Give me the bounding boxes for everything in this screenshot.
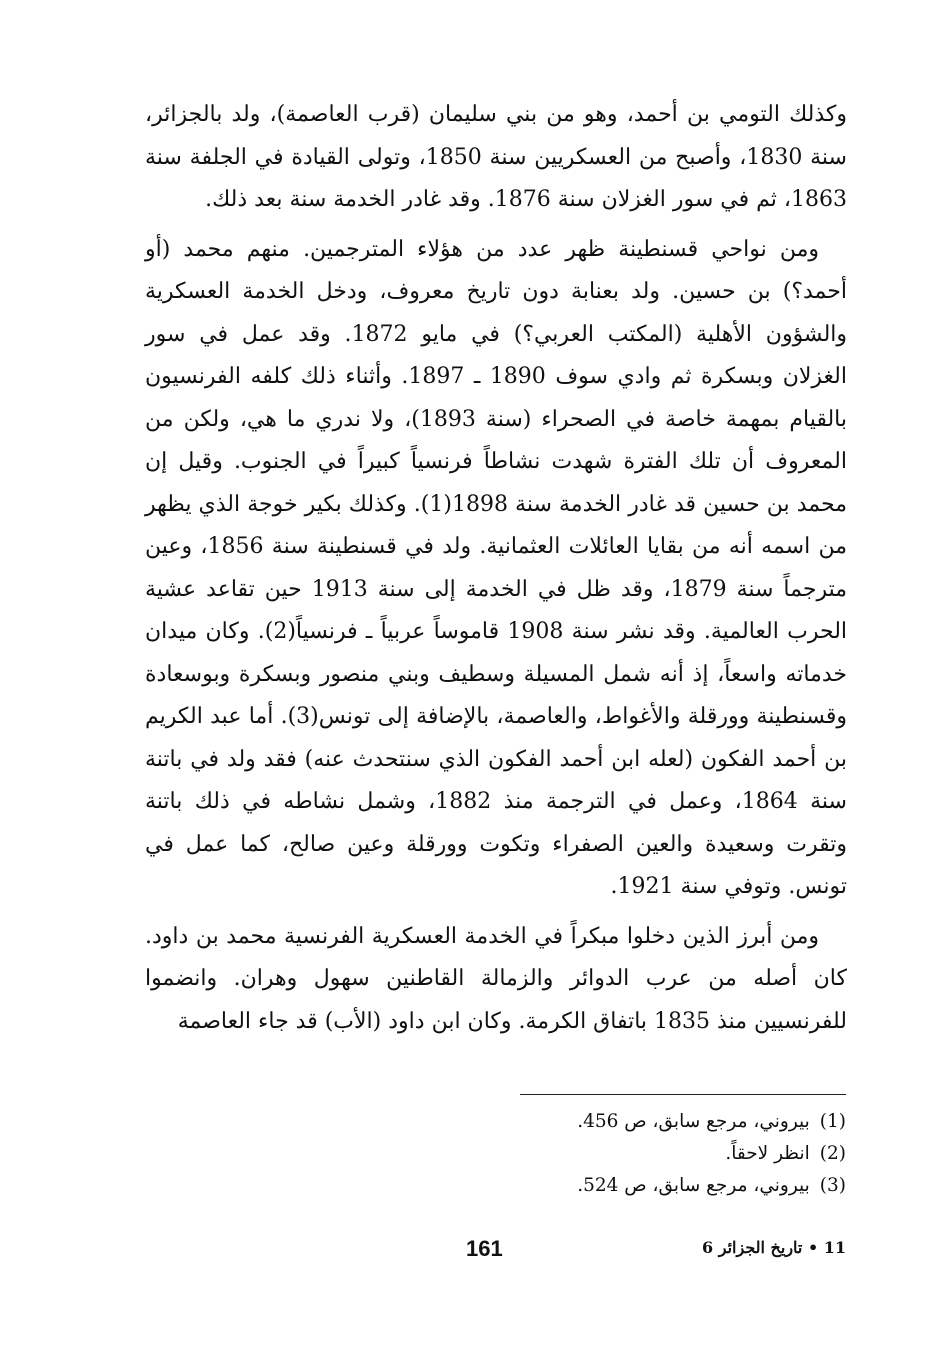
footnote-number: (2)	[819, 1143, 846, 1164]
footnote-text: انظر لاحقاً.	[725, 1143, 810, 1164]
footnote-2	[360, 1138, 846, 1170]
page-number: 161	[466, 1236, 503, 1261]
footnote-divider	[520, 1094, 846, 1095]
paragraph-3: ومن أبرز الذين دخلوا مبكراً في الخدمة العسكرية الفرنسية محمد بن داود. كان أصله من عرب الدوائر والزمالة القاطنين سهول وهران. وانضموا للفرنسيين منذ 1835 باتفاق الكرمة. وكان ابن داود (الأب) قد جاء العاصمة	[145, 923, 847, 1034]
paragraph-1: وكذلك التومي بن أحمد، وهو من بني سليمان (قرب العاصمة)، ولد بالجزائر، سنة 1830، وأصبح من العسكريين سنة 1850، وتولى القيادة في الجلفة سنة 1863، ثم في سور الغزلان سنة 1876. وقد غادر الخدمة سنة بعد ذلك.	[145, 102, 847, 212]
running-head: 11 • تاريخ الجزائر 6	[702, 1238, 846, 1257]
footnote-text: بيروني، مرجع سابق، ص 524.	[577, 1175, 810, 1196]
page-footer	[0, 1236, 936, 1270]
footnote-text: بيروني، مرجع سابق، ص 456.	[577, 1111, 810, 1132]
footnote-number: (3)	[819, 1175, 846, 1196]
footnote-3	[360, 1170, 846, 1202]
footnote-1	[360, 1106, 846, 1138]
footnote-number: (1)	[819, 1111, 846, 1132]
body-text	[145, 94, 847, 1043]
footnotes	[360, 1106, 846, 1202]
paragraph-2: ومن نواحي قسنطينة ظهر عدد من هؤلاء المترجمين. منهم محمد (أو أحمد؟) بن حسين. ولد بعنابة دون تاريخ معروف، ودخل الخدمة العسكرية والشؤون الأهلية (المكتب العربي؟) في مايو 1872. وقد عمل في سور الغزلان وبسكرة ثم وادي سوف 1890 ـ 1897. وأثناء ذلك كلفه الفرنسيون بالقيام بمهمة خاصة في الصحراء (سنة 1893)، ولا ندري ما هي، ولكن من المعروف أن تلك الفترة شهدت نشاطاً فرنسياً كبيراً في الجنوب. وقيل إن محمد بن حسين قد غادر الخدمة سنة 1898(1). وكذلك بكير خوجة الذي يظهر من اسمه أنه من بقايا العائلات العثمانية. ولد في قسنطينة سنة 1856، وعين مترجماً سنة 1879، وقد ظل في الخدمة إلى سنة 1913 حين تقاعد عشية الحرب العالمية. وقد نشر سنة 1908 قاموساً عربياً ـ فرنسياً(2). وكان ميدان خدماته واسعاً، إذ أنه شمل المسيلة وسطيف وبني منصور وبسكرة وبوسعادة وقسنطينة وورقلة والأغواط، والعاصمة، بالإضافة إلى تونس(3). أما عبد الكريم بن أحمد الفكون (لعله ابن أحمد الفكون الذي سنتحدث عنه) فقد ولد في باتنة سنة 1864، وعمل في الترجمة منذ 1882، وشمل نشاطه في ذلك باتنة وتقرت وسعيدة والعين الصفراء وتكوت وورقلة وعين صالح، كما عمل في تونس. وتوفي سنة 1921.	[145, 236, 848, 899]
